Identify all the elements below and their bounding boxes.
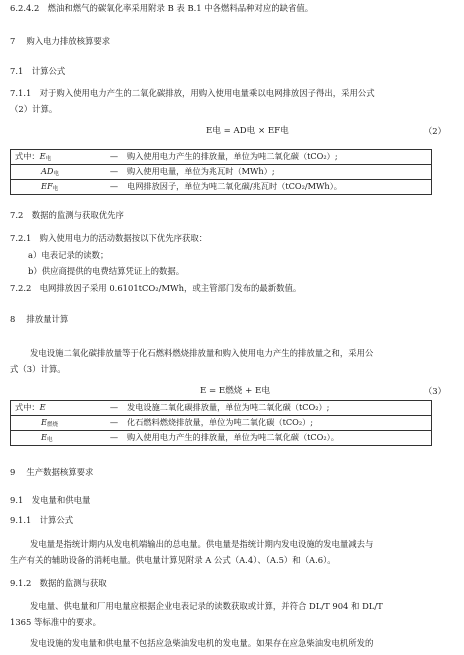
definition-dash: —	[105, 401, 123, 416]
table-row	[11, 431, 432, 446]
table-row	[11, 416, 432, 431]
equation-2	[206, 126, 289, 138]
clause-7-2-1: 7.2.1 购入使用电力的活动数据按以下优先序获取：	[10, 233, 208, 243]
heading-7-1: 7.1 计算公式	[10, 66, 66, 76]
definition-dash: —	[105, 180, 123, 195]
heading-section-7: 7 购入电力排放核算要求	[10, 36, 111, 46]
definition-symbol: 式中：E电	[11, 150, 106, 165]
definition-symbol: 式中：E	[11, 401, 106, 416]
equation-3-text: E = E燃烧 + E电	[200, 386, 270, 396]
equation-2-number: （2）	[423, 126, 446, 136]
heading-9-1-1: 9.1.1 计算公式	[10, 515, 74, 525]
clause-7-1-1-line2: （2）计算。	[10, 104, 58, 114]
definition-dash: —	[105, 416, 123, 431]
table-row	[11, 180, 432, 195]
heading-9-1-2: 9.1.2 数据的监测与获取	[10, 578, 107, 588]
table-row	[11, 165, 432, 180]
definition-symbol: EF电	[11, 180, 106, 195]
clause-9-1-2-line1: 发电量、供电量和厂用电量应根据企业电表记录的读数获取或计算，并符合 DL/T 904 和 DL/T	[30, 601, 383, 611]
definition-symbol: E燃烧	[11, 416, 106, 431]
list-item-a: a）电表记录的读数；	[28, 250, 109, 260]
definitions-table-1	[10, 149, 432, 195]
heading-section-9: 9 生产数据核算要求	[10, 467, 94, 477]
heading-7-2: 7.2 数据的监测与获取优先序	[10, 210, 124, 220]
definition-dash: —	[105, 165, 123, 180]
list-item-b: b）供应商提供的电费结算凭证上的数据。	[28, 266, 185, 276]
definition-text: 电网排放因子，单位为吨二氧化碳/兆瓦时（tCO₂/MWh）。	[123, 180, 432, 195]
table-row	[11, 401, 432, 416]
clause-9-1-2-line3: 发电设施的发电量和供电量不包括应急柴油发电机的发电量。如果存在应急柴油发电机所发的	[30, 638, 374, 648]
clause-6-2-4-2: 6.2.4.2 燃油和燃气的碳氧化率采用附录 B 表 B.1 中各燃料品种对应的缺省值。	[10, 3, 314, 13]
table-row	[11, 150, 432, 165]
definition-text: 化石燃料燃烧排放量，单位为吨二氧化碳（tCO₂）;	[123, 416, 432, 431]
clause-9-1-1-line1: 发电量是指统计期内从发电机端输出的总电量。供电量是指统计期内发电设施的发电量减去与	[30, 539, 374, 549]
definition-dash: —	[105, 150, 123, 165]
definition-symbol: AD电	[11, 165, 106, 180]
clause-9-1-1-line2: 生产有关的辅助设备的消耗电量。供电量计算见附录 A 公式（A.4）、（A.5）和（A.6）。	[10, 555, 336, 565]
clause-9-1-2-line2: 1365 等标准中的要求。	[10, 617, 101, 627]
equation-3-number: （3）	[423, 386, 446, 396]
definition-text: 购入使用电量，单位为兆瓦时（MWh）;	[123, 165, 432, 180]
heading-9-1: 9.1 发电量和供电量	[10, 495, 91, 505]
definition-symbol: E电	[11, 431, 106, 446]
heading-section-8: 8 排放量计算	[10, 314, 69, 324]
section-8-line1: 发电设施二氧化碳排放量等于化石燃料燃烧排放量和购入使用电力产生的排放量之和，采用公	[30, 348, 374, 358]
definition-text: 发电设施二氧化碳排放量，单位为吨二氧化碳（tCO₂）;	[123, 401, 432, 416]
section-8-line2: 式（3）计算。	[10, 364, 66, 374]
definition-text: 购入使用电力产生的排放量，单位为吨二氧化碳（tCO₂）。	[123, 431, 432, 446]
definition-dash: —	[105, 431, 123, 446]
equation-2-text: E电 = AD电 × EF电	[206, 126, 289, 136]
clause-7-1-1-line1: 7.1.1 对于购入使用电力产生的二氧化碳排放，用购入使用电量乘以电网排放因子得出，采用公式	[10, 88, 375, 98]
equation-3	[200, 386, 270, 398]
definitions-table-2	[10, 400, 432, 446]
definition-text: 购入使用电力产生的排放量，单位为吨二氧化碳（tCO₂）;	[123, 150, 432, 165]
clause-7-2-2: 7.2.2 电网排放因子采用 0.6101tCO₂/MWh，或主管部门发布的最新数值。	[10, 283, 302, 293]
